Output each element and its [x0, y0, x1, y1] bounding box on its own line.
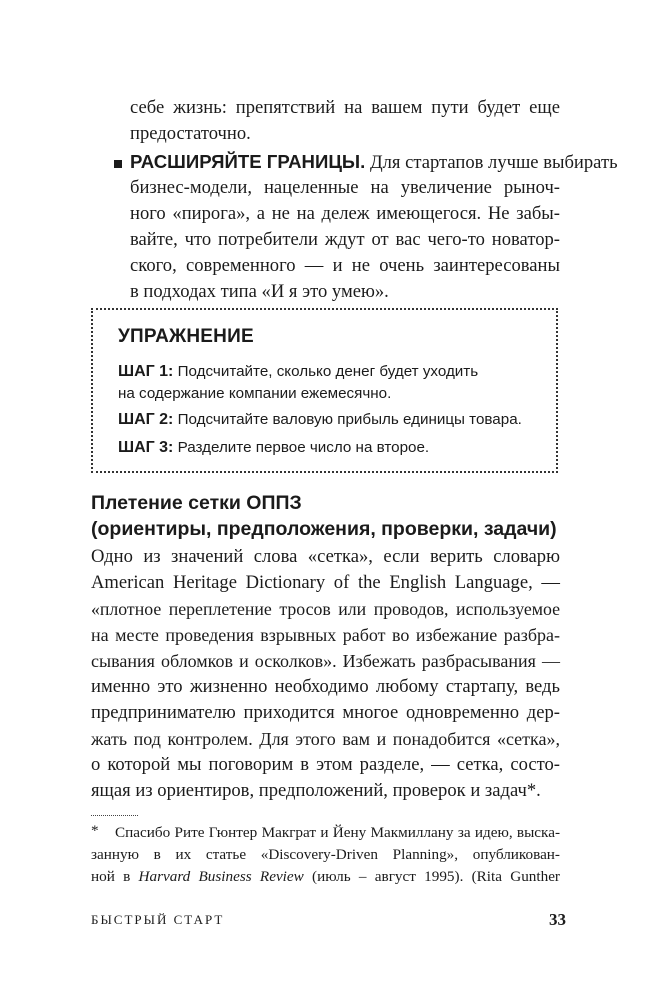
footnote-post: (июль – август 1995). (Rita Gunther	[312, 868, 560, 885]
bullet-text-line: бизнес-модели, нацеленные на увеличение рыноч-	[130, 177, 560, 198]
step-1-label: ШАГ 1:	[118, 363, 174, 380]
footnote-line: занную в их статье «Discovery-Driven Planning», опубликован-	[91, 846, 560, 863]
running-title: БЫСТРЫЙ СТАРТ	[91, 912, 225, 927]
footnote-line	[91, 866, 560, 888]
section-text-line: «плотное переплетение тросов или проводов, используемое	[91, 599, 560, 619]
bullet-text-line: ного «пирога», а не на дележ имеющегося. Не забы-	[130, 203, 560, 224]
body-text-line: предостаточно.	[130, 123, 251, 144]
section-text-line: сывания обломков и осколков». Избежать разбрасывания —	[91, 651, 560, 671]
section-heading-line-2: (ориентиры, предположения, проверки, задачи)	[91, 518, 557, 540]
body-text-line: себе жизнь: препятствий на вашем пути будет еще	[130, 97, 560, 118]
section-text-line: о которой мы поговорим в этом разделе, — сетка, состо-	[91, 754, 560, 775]
step-2-text: Подсчитайте валовую прибыль единицы товара.	[177, 411, 522, 428]
bullet-text-line: в подходах типа «И я это умею».	[130, 281, 389, 302]
footnote-separator	[91, 815, 138, 816]
section-text-line: Одно из значений слова «сетка», если верить словарю	[91, 546, 560, 567]
section-text-line: жать под контролем. Для этого вам и понадобится «сетка»,	[91, 729, 560, 749]
step-2-label: ШАГ 2:	[118, 411, 174, 428]
exercise-step-2	[118, 410, 522, 430]
footnote-line: Спасибо Рите Гюнтер Макграт и Йену Макмиллану за идею, выска-	[115, 824, 560, 841]
section-text-line: American Heritage Dictionary of the English Language, —	[91, 572, 560, 593]
exercise-title: УПРАЖНЕНИЕ	[118, 326, 254, 347]
bullet-text-line: ского, современного — и не очень заинтересованы	[130, 255, 560, 276]
exercise-step-1-cont: на содержание компании ежемесячно.	[118, 385, 392, 402]
step-3-text: Разделите первое число на второе.	[177, 439, 430, 456]
bullet-label: РАСШИРЯЙТЕ ГРАНИЦЫ.	[130, 151, 366, 172]
section-last-line: ящая из ориентиров, предположений, проверок и задач*.	[91, 780, 541, 801]
section-text-line: на месте проведения взрывных работ во избежание разбра-	[91, 625, 560, 645]
exercise-step-1	[118, 362, 478, 382]
section-text-line: предпринимателю приходится многое одновременно дер-	[91, 702, 560, 723]
bullet-square-icon	[114, 160, 122, 168]
section-text-line: именно это жизненно необходимо любому стартапу, ведь	[91, 676, 560, 697]
page-number: 33	[549, 910, 566, 929]
step-3-label: ШАГ 3:	[118, 439, 174, 456]
exercise-step-3	[118, 438, 429, 458]
bullet-first-text: Для стартапов лучше выбирать	[369, 152, 618, 173]
footnote-journal: Harvard Business Review	[138, 868, 304, 885]
footnote-mark: *	[91, 822, 99, 839]
bullet-text-line: вайте, что потребители ждут от вас чего-то новатор-	[130, 229, 560, 250]
step-1-text: Подсчитайте, сколько денег будет уходить	[177, 363, 479, 380]
bullet-first-line	[130, 149, 618, 176]
section-heading-line-1: Плетение сетки ОППЗ	[91, 492, 302, 514]
footnote-pre: ной в	[91, 868, 131, 885]
